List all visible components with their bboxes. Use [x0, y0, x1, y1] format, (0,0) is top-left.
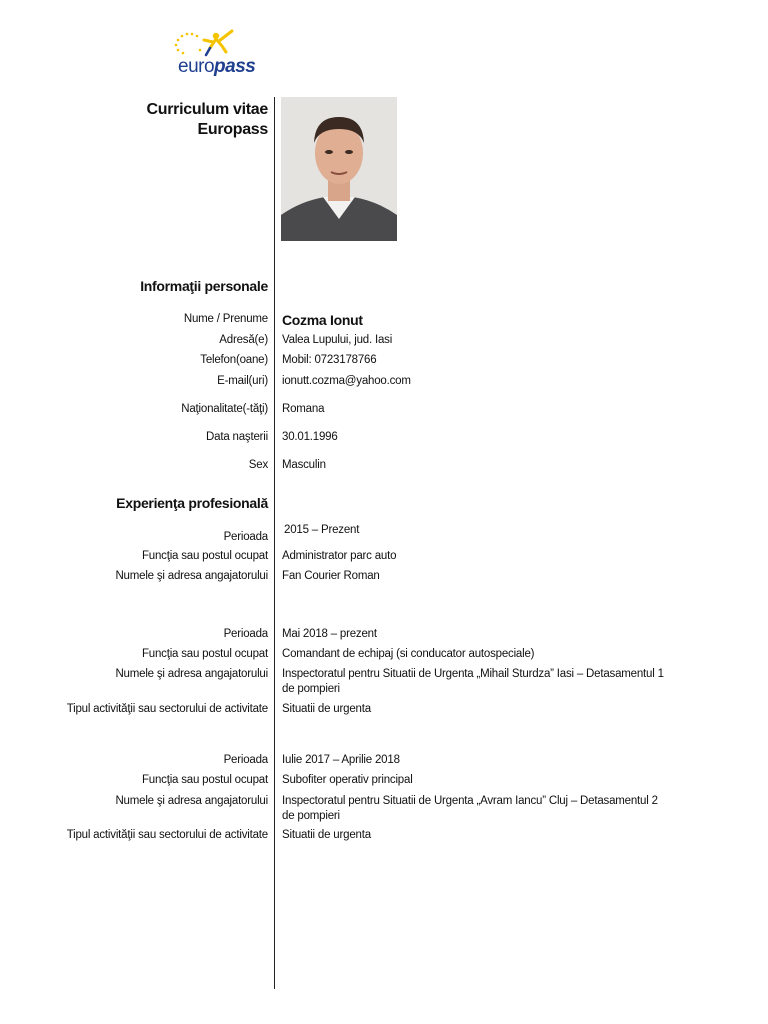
value-employer: Fan Courier Roman — [282, 570, 380, 582]
europass-wordmark — [178, 56, 255, 78]
europass-logo — [170, 28, 270, 84]
section-personal-info: Informaţii personale — [140, 278, 268, 294]
vertical-divider — [274, 97, 275, 989]
value-period: 2015 – Prezent — [284, 524, 360, 536]
value-sector: Situatii de urgenta — [282, 703, 371, 715]
label-employer: Numele şi adresa angajatorului — [115, 570, 268, 582]
label-employer: Numele şi adresa angajatorului — [115, 668, 268, 680]
label-position: Funcţia sau postul ocupat — [141, 648, 268, 660]
value-position: Comandant de echipaj (si conducator autospeciale) — [282, 648, 535, 660]
label-position: Funcţia sau postul ocupat — [141, 774, 268, 786]
label-birthdate: Data naşterii — [206, 431, 268, 443]
label-sector: Tipul activităţii sau sectorului de activitate — [66, 703, 268, 715]
value-employer: Inspectoratul pentru Situatii de Urgenta „Avram Iancu” Cluj – Detasamentul 2 de pompieri — [282, 795, 658, 822]
label-nationality: Naţionalitate(-tăţi) — [181, 403, 268, 415]
value-name: Cozma Ionut — [282, 312, 363, 328]
value-period: Iulie 2017 – Aprilie 2018 — [282, 754, 400, 766]
value-position: Subofiter operativ principal — [282, 774, 413, 786]
value-nationality: Romana — [282, 403, 325, 415]
europass-stars-figure-icon — [170, 28, 270, 58]
logo-pass: pass — [214, 56, 256, 77]
cv-title-line1: Curriculum vitae — [146, 101, 268, 118]
value-sector: Situatii de urgenta — [282, 829, 371, 841]
value-sex: Masculin — [282, 459, 326, 471]
logo-euro: euro — [178, 56, 215, 77]
value-position: Administrator parc auto — [282, 550, 397, 562]
label-name: Nume / Prenume — [183, 313, 268, 325]
value-email[interactable]: ionutt.cozma@yahoo.com — [282, 375, 411, 387]
value-phone: Mobil: 0723178766 — [282, 354, 377, 366]
label-period: Perioada — [223, 754, 268, 766]
value-period: Mai 2018 – prezent — [282, 628, 377, 640]
profile-photo — [281, 97, 397, 241]
label-phone: Telefon(oane) — [200, 354, 268, 366]
label-email: E-mail(uri) — [217, 375, 268, 387]
value-address: Valea Lupului, jud. Iasi — [282, 334, 393, 346]
label-sector: Tipul activităţii sau sectorului de activitate — [66, 829, 268, 841]
label-position: Funcţia sau postul ocupat — [141, 550, 268, 562]
label-address: Adresă(e) — [219, 334, 268, 346]
section-experience: Experienţa profesională — [116, 495, 268, 511]
label-period: Perioada — [223, 531, 268, 543]
label-employer: Numele şi adresa angajatorului — [115, 795, 268, 807]
value-employer: Inspectoratul pentru Situatii de Urgenta „Mihail Sturdza” Iasi – Detasamentul 1 de pompieri — [282, 668, 664, 695]
cv-title-line2: Europass — [197, 121, 268, 138]
label-sex: Sex — [248, 459, 268, 471]
label-period: Perioada — [223, 628, 268, 640]
value-birthdate: 30.01.1996 — [282, 431, 338, 443]
